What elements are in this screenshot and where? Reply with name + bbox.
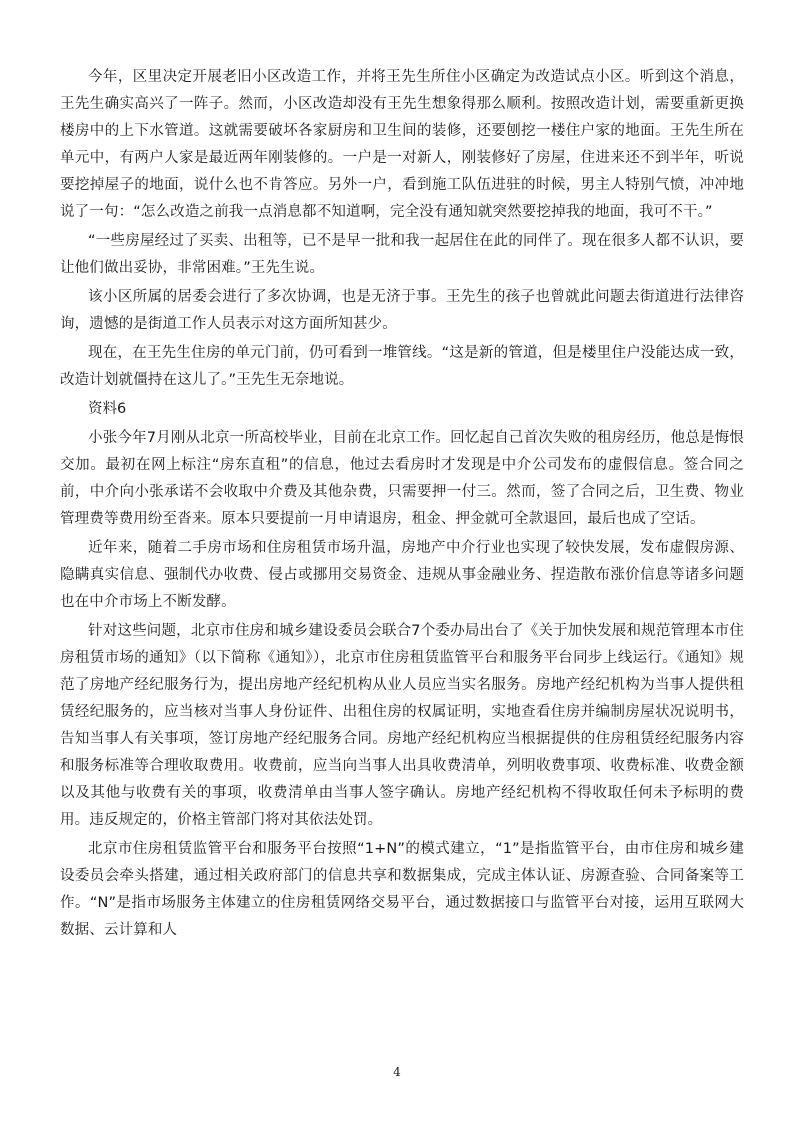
paragraph-committee-coordination: 该小区所属的居委会进行了多次协调，也是无济于事。王先生的孩子也曾就此问题去街道进行法律咨询，遗憾的是街道工作人员表示对这方面所知甚少。 — [60, 289, 744, 332]
paragraph-platform-model: 北京市住房租赁监管平台和服务平台按照“1+N”的模式建立，“1”是指监管平台，由市住房和城乡建设委员会牵头搭建，通过相关政府部门的信息共享和数据集成，完成主体认证、房源查验、合同备案等工作。“N”是指市场服务主体建立的住房租赁网络交易平台，通过数据接口与监管平台对接，运用互联网大数据、云计算和人 — [60, 841, 744, 938]
paragraph-pipes-stalled: 现在，在王先生住房的单元门前，仍可看到一堆管线。“这是新的管道，但是楼里住户没能达成一致，改造计划就僵持在这儿了。”王先生无奈地说。 — [60, 345, 744, 388]
paragraph-agency-problems: 近年来，随着二手房市场和住房租赁市场升温，房地产中介行业也实现了较快发展，发布虚假房源、隐瞒真实信息、强制代办收费、侵占或挪用交易资金、违规从事金融业务、捏造散布涨价信息等诸多问题也在中介市场上不断发酵。 — [60, 540, 744, 610]
paragraph-renovation-plan: 今年，区里决定开展老旧小区改造工作，并将王先生所住小区确定为改造试点小区。听到这个消息，王先生确实高兴了一阵子。然而，小区改造却没有王先生想象得那么顺利。按照改造计划，需要重新更换楼房中的上下水管道。这就需要破坏各家厨房和卫生间的装修，还要刨挖一楼住户家的地面。王先生所在单元中，有两户人家是最近两年刚装修的。一户是一对新人，刚装修好了房屋，住进来还不到半年，听说要挖掉屋子的地面，说什么也不肯答应。另外一户，看到施工队伍进驻的时候，男主人特别气愤，冲冲地说了一句：“怎么改造之前我一点消息都不知道啊，完全没有通知就突然要挖掉我的地面，我可不干。” — [60, 69, 744, 220]
paragraph-mr-wang-quote: “一些房屋经过了买卖、出租等，已不是早一批和我一起居住在此的同伴了。现在很多人都不认识，要让他们做出妥协，非常困难。”王先生说。 — [60, 233, 744, 276]
document-body — [60, 64, 744, 946]
section-heading-material-6: 资料6 — [88, 401, 127, 417]
page-number: 4 — [393, 1065, 401, 1079]
paragraph-xiaozhang-rental: 小张今年7月刚从北京一所高校毕业，目前在北京工作。回忆起自己首次失败的租房经历，他总是悔恨交加。最初在网上标注“房东直租”的信息，他过去看房时才发现是中介公司发布的虚假信息。签合同之前，中介向小张承诺不会收取中介费及其他杂费，只需要押一付三。然而，签了合同之后，卫生费、物业管理费等费用纷至沓来。原本只要提前一月申请退房，租金、押金就可全款退回，最后也成了空话。 — [60, 430, 744, 527]
paragraph-beijing-notice: 针对这些问题，北京市住房和城乡建设委员会联合7个委办局出台了《关于加快发展和规范管理本市住房租赁市场的通知》（以下简称《通知》），北京市住房租赁监管平台和服务平台同步上线运行。《通知》规范了房地产经纪服务行为，提出房地产经纪机构从业人员应当实名服务。房地产经纪机构为当事人提供租赁经纪服务的，应当核对当事人身份证件、出租住房的权属证明，实地查看住房并编制房屋状况说明书，告知当事人有关事项，签订房地产经纪服务合同。房地产经纪机构应当根据提供的住房租赁经纪服务内容和服务标准等合理收取费用。收费前，应当向当事人出具收费清单，列明收费事项、收费标准、收费金额以及其他与收费有关的事项，收费清单由当事人签字确认。房地产经纪机构不得收取任何未予标明的费用。违反规定的，价格主管部门将对其依法处罚。 — [60, 623, 744, 828]
